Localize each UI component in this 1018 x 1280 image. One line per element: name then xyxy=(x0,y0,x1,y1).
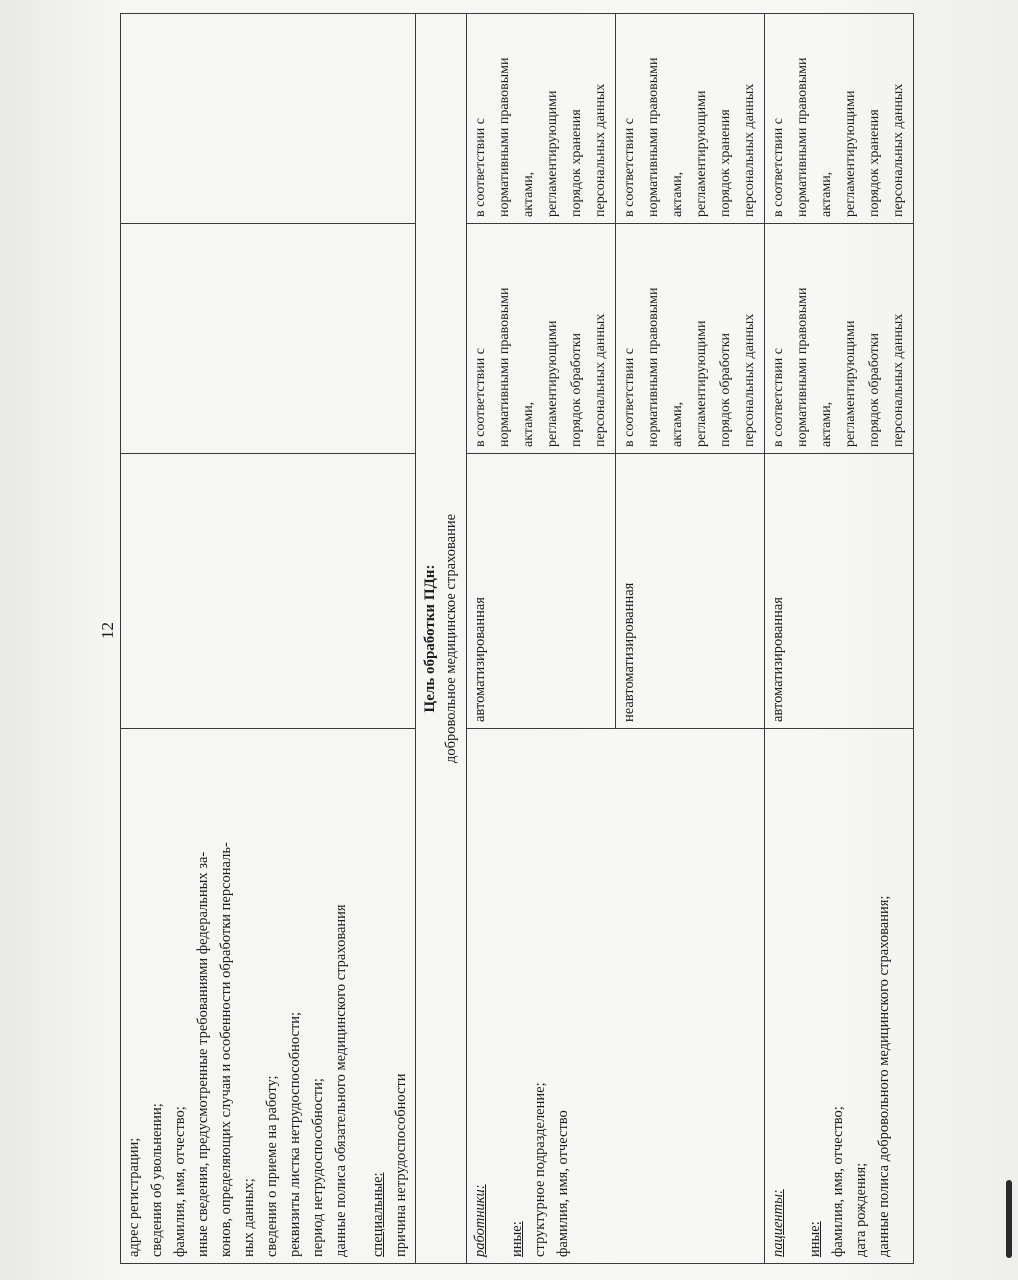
scrollbar-thumb[interactable] xyxy=(1006,1180,1012,1258)
term-line: актами, xyxy=(819,401,834,447)
term-line: персональных данных xyxy=(593,83,608,217)
data-list-cell xyxy=(765,729,914,1264)
list-item: фамилия, имя, отчество xyxy=(555,1110,571,1257)
term-line: порядок обработки xyxy=(569,332,584,447)
method-cell xyxy=(616,454,765,729)
goal-row xyxy=(416,14,467,1264)
term-line: в соответствии с xyxy=(473,348,488,447)
list-item: период нетрудоспособности; xyxy=(310,1078,326,1257)
term-line: регламентирующими xyxy=(694,90,709,217)
term-line: нормативными правовыми xyxy=(646,57,661,217)
list-item: дата рождения; xyxy=(853,1162,869,1257)
personal-data-table xyxy=(120,13,914,1264)
storage-term-cell xyxy=(765,14,914,224)
term-line: персональных данных xyxy=(593,313,608,447)
table-row xyxy=(121,14,416,1264)
processing-term-cell xyxy=(616,224,765,454)
special-label: специальные: xyxy=(370,1172,386,1257)
method-cell xyxy=(467,454,616,729)
list-item: причина нетрудоспособности xyxy=(393,1073,409,1257)
storage-term-cell xyxy=(467,14,616,224)
term-line: нормативными правовыми xyxy=(497,57,512,217)
term-line: регламентирующими xyxy=(545,90,560,217)
list-item: иные сведения, предусмотренные требованиями федеральных за- xyxy=(195,851,211,1257)
other-label: иные: xyxy=(509,1221,525,1257)
table-row xyxy=(765,14,914,1264)
term-line: персональных данных xyxy=(891,313,906,447)
term-line: в соответствии с xyxy=(622,118,637,217)
goal-cell xyxy=(416,14,467,1264)
term-line: нормативными правовыми xyxy=(497,287,512,447)
method-value: неавтоматизированная xyxy=(621,582,637,722)
list-item: сведения об увольнении; xyxy=(149,1103,165,1257)
term-line: актами, xyxy=(521,171,536,217)
storage-term-cell xyxy=(121,14,416,224)
term-line: персональных данных xyxy=(742,313,757,447)
list-item: ных данных; xyxy=(241,1178,257,1257)
term-line: регламентирующими xyxy=(843,320,858,447)
list-item: фамилия, имя, отчество; xyxy=(830,1106,846,1257)
term-line: порядок хранения xyxy=(569,109,584,217)
list-item: данные полиса добровольного медицинского страхования; xyxy=(876,895,892,1257)
term-line: регламентирующими xyxy=(694,320,709,447)
data-list-cell xyxy=(121,729,416,1264)
storage-term-cell xyxy=(616,14,765,224)
other-label: иные: xyxy=(807,1221,823,1257)
list-item: данные полиса обязательного медицинского страхования xyxy=(333,904,349,1257)
term-line: нормативными правовыми xyxy=(646,287,661,447)
list-item: реквизиты листка нетрудоспособности; xyxy=(287,1011,303,1257)
term-line: в соответствии с xyxy=(622,348,637,447)
goal-value: добровольное медицинское страхование xyxy=(443,513,459,764)
term-line: в соответствии с xyxy=(771,348,786,447)
term-line: порядок хранения xyxy=(718,109,733,217)
term-line: персональных данных xyxy=(891,83,906,217)
term-line: персональных данных xyxy=(742,83,757,217)
goal-title: Цель обработки ПДн: xyxy=(422,564,438,713)
data-list-cell xyxy=(467,729,765,1264)
processing-term-cell xyxy=(467,224,616,454)
category-label: работники: xyxy=(472,1184,488,1257)
processing-term-cell xyxy=(765,224,914,454)
term-line: порядок обработки xyxy=(867,332,882,447)
list-item: структурное подразделение; xyxy=(532,1082,548,1257)
term-line: нормативными правовыми xyxy=(795,287,810,447)
term-line: регламентирующими xyxy=(843,90,858,217)
term-line: регламентирующими xyxy=(545,320,560,447)
term-line: актами, xyxy=(819,171,834,217)
list-item: фамилия, имя, отчество; xyxy=(172,1106,188,1257)
term-line: актами, xyxy=(521,401,536,447)
list-item: адрес регистрации; xyxy=(126,1137,142,1257)
method-cell xyxy=(121,454,416,729)
page-number: 12 xyxy=(98,622,117,639)
term-line: в соответствии с xyxy=(771,118,786,217)
method-cell xyxy=(765,454,914,729)
method-value: автоматизированная xyxy=(472,597,488,722)
term-line: актами, xyxy=(670,401,685,447)
list-item: сведения о приеме на работу; xyxy=(264,1075,280,1257)
category-label: пациенты: xyxy=(770,1189,786,1257)
term-line: актами, xyxy=(670,171,685,217)
term-line: нормативными правовыми xyxy=(795,57,810,217)
rotated-document-page xyxy=(98,14,910,1264)
term-line: в соответствии с xyxy=(473,118,488,217)
list-item: конов, определяющих случаи и особенности обработки персональ- xyxy=(218,842,234,1257)
term-line: порядок хранения xyxy=(867,109,882,217)
method-value: автоматизированная xyxy=(770,597,786,722)
table-row xyxy=(467,14,616,1264)
term-line: порядок обработки xyxy=(718,332,733,447)
processing-term-cell xyxy=(121,224,416,454)
